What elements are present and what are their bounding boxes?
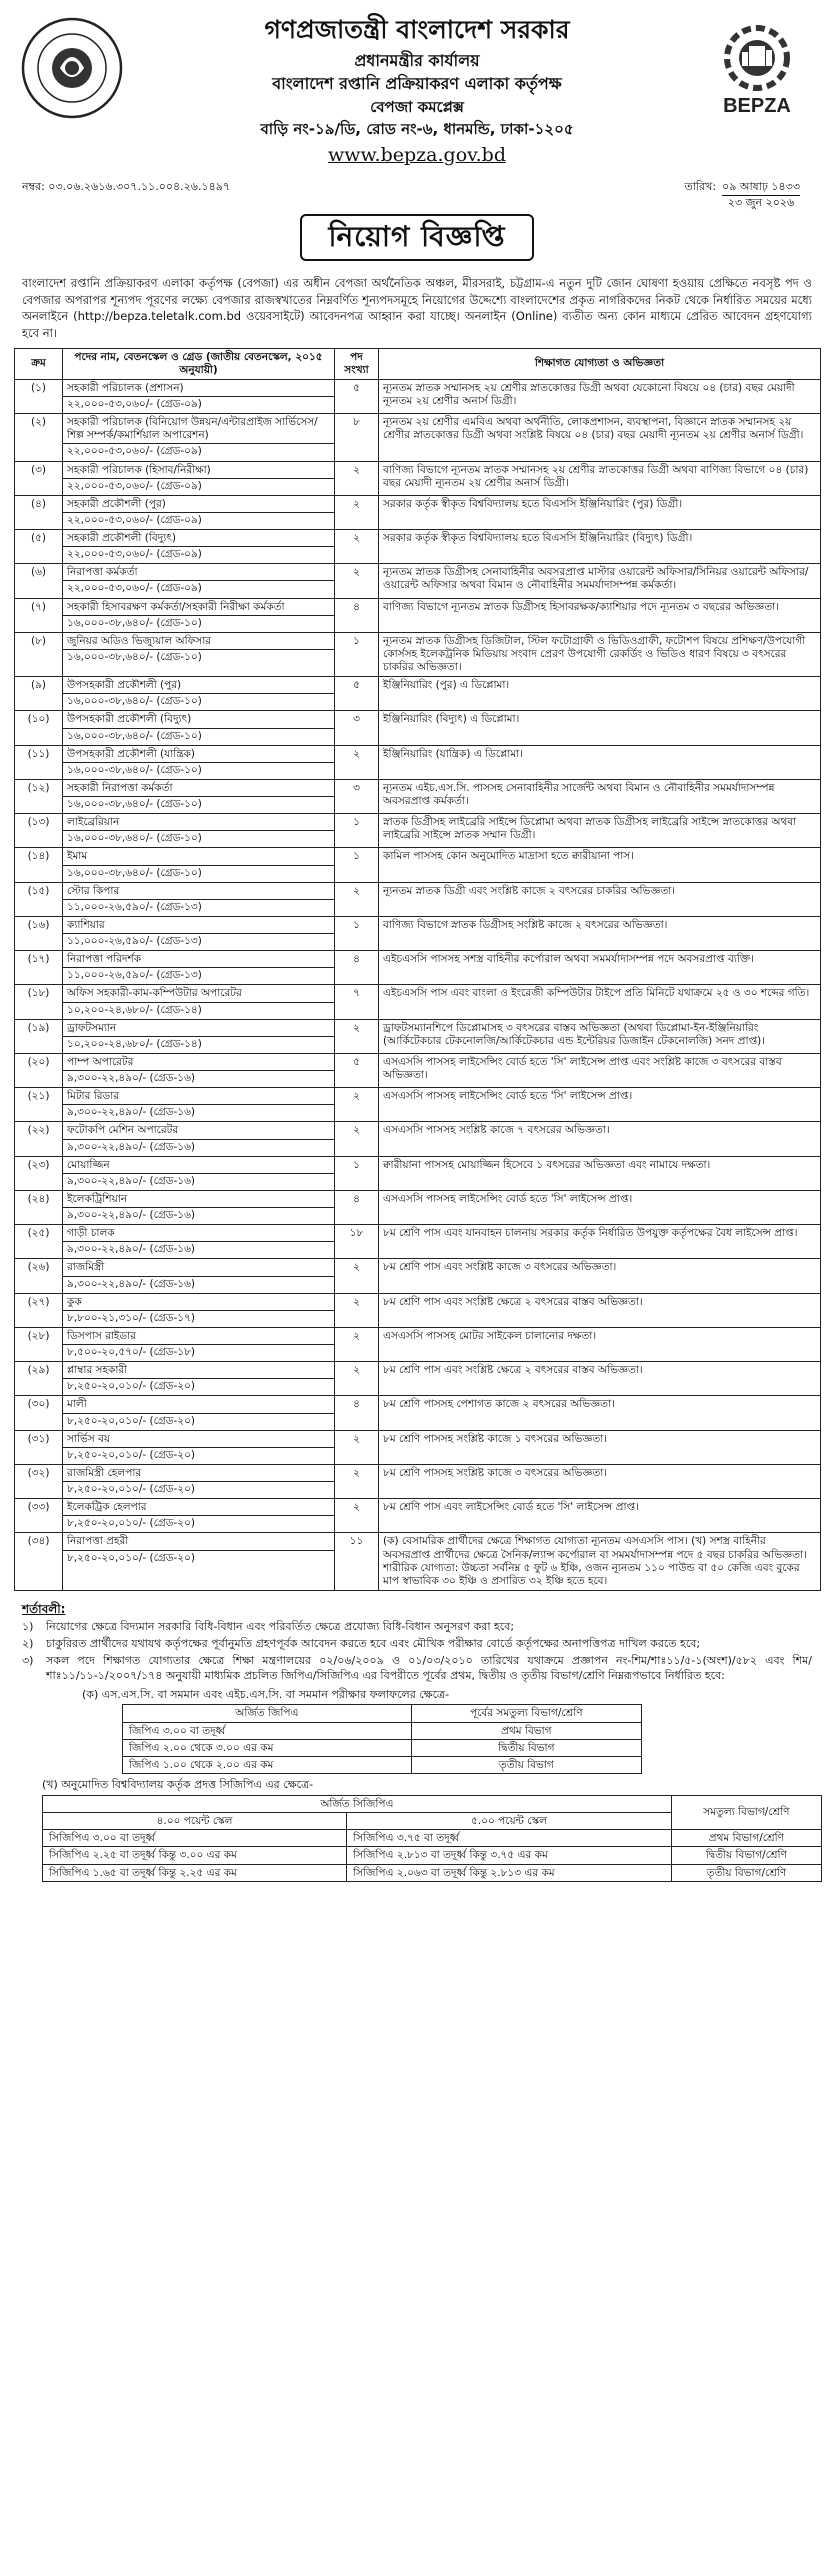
post-name: সহকারী পরিচালক (হিসাব/নিরীক্ষা) — [63, 464, 334, 479]
post-serial: (২৭) — [15, 1293, 63, 1327]
post-name: ডিসপাস রাইডার — [63, 1330, 334, 1345]
post-pay-scale: ১১,০০০-২৬,৫৯০/- (গ্রেড-১৩) — [67, 900, 202, 913]
posts-table-header — [15, 348, 821, 379]
post-name: মোয়াজ্জিন — [63, 1159, 334, 1174]
post-pay-scale: ১৬,০০০-৩৮,৬৪০/- (গ্রেড-১০) — [67, 763, 202, 776]
post-count: ৭ — [335, 985, 379, 1019]
table-row — [15, 677, 821, 711]
table-row — [15, 1362, 821, 1396]
post-cell — [63, 1430, 335, 1464]
post-cell — [63, 745, 335, 779]
post-count: ২ — [335, 1259, 379, 1293]
post-name: নিরাপত্তা পরিদর্শক — [63, 953, 334, 968]
post-pay-scale: ৮,৫০০-২০,৫৭০/- (গ্রেড-১৮) — [67, 1346, 195, 1359]
table-row — [15, 530, 821, 564]
table-row — [15, 1499, 821, 1533]
table-row — [15, 1122, 821, 1156]
post-qualification: (ক) বেসামরিক প্রার্থীদের ক্ষেত্রে শিক্ষাগত যোগ্যতা ন্যূনতম এসএসসি পাস। (খ) সশস্ত্র বাহিনীর অবসরপ্রাপ্ত প্রার্থীদের ক্ষেত্রে সৈনিক/ল্যান্স কর্পোরাল বা সমমর্যাদাসম্পন্ন পদে ৫ বছর চাকরির অভিজ্ঞতা। শারীরিক যোগ্যতা: উচ্চতা সর্বনিম্ন ৫ ফুট ৬ ইঞ্চি, ওজন ন্যূনতম ১১০ পাউন্ড বা ৫০ কেজি এবং বুকের মাপ স্বাভাবিক ৩০ ইঞ্চি ও প্রসারিত ৩২ ইঞ্চি হতে হবে। — [379, 1533, 821, 1591]
col-serial: ক্রম — [15, 348, 63, 379]
post-name: সহকারী পরিচালক (প্রশাসন) — [63, 382, 334, 397]
letterhead — [14, 10, 820, 253]
post-cell — [63, 951, 335, 985]
gpa-row: জিপিএ ১.০০ থেকে ২.০০ এর কম তৃতীয় বিভাগ — [123, 1756, 642, 1773]
post-count: ৪ — [335, 598, 379, 632]
table-row — [15, 1156, 821, 1190]
table-row — [15, 1088, 821, 1122]
post-pay-scale: ১১,০০০-২৬,৫৯০/- (গ্রেড-১৩) — [67, 969, 202, 982]
post-qualification: ন্যূনতম এইচ.এস.সি. পাসসহ সেনাবাহিনীর সার্জেন্ট অথবা বিমান ও নৌবাহিনীর সমমর্যাদাসম্পন্ন অবসরপ্রাপ্ত কর্মকর্তা। — [379, 779, 821, 813]
post-cell — [63, 495, 335, 529]
post-count: ২ — [335, 1464, 379, 1498]
cgpa-row: সিজিপিএ ১.৬৫ বা তদূর্ধ্ব কিন্তু ২.২৫ এর কম সিজিপিএ ২.০৬৩ বা তদূর্ধ্ব কিন্তু ২.৮১৩ এর কম তৃতীয় বিভাগ/শ্রেণি — [43, 1864, 822, 1881]
post-count: ২ — [335, 745, 379, 779]
post-count: ৪ — [335, 1396, 379, 1430]
conditions-title: শর্তাবলী: — [22, 1601, 66, 1616]
post-serial: (৬) — [15, 564, 63, 598]
post-name: পাম্প অপারেটর — [63, 1056, 334, 1071]
post-name: সহকারী নিরাপত্তা কর্মকর্তা — [63, 782, 334, 797]
post-pay-scale: ১৬,০০০-৩৮,৬৪০/- (গ্রেড-১০) — [67, 616, 202, 629]
posts-table — [14, 348, 821, 1591]
post-qualification: ন্যূনতম স্নাতক ডিগ্রী এবং সংশ্লিষ্ট কাজে ২ বৎসরের চাকরির অভিজ্ঞতা। — [379, 882, 821, 916]
post-cell — [63, 598, 335, 632]
table-row — [15, 598, 821, 632]
post-serial: (৩২) — [15, 1464, 63, 1498]
post-serial: (৫) — [15, 530, 63, 564]
post-count: ১৮ — [335, 1225, 379, 1259]
post-name: সহকারী পরিচালক (বিনিয়োগ উন্নয়ন/এন্টারপ্রাইজ সার্ভিসেস/শিল্প সম্পর্ক/কমার্শিয়াল অপারেশন) — [63, 416, 334, 444]
table-row — [15, 414, 821, 461]
post-serial: (২৬) — [15, 1259, 63, 1293]
address: বাড়ি নং-১৯/ডি, রোড নং-৬, ধানমন্ডি, ঢাকা-১২০৫ — [260, 120, 574, 139]
post-qualification: বাণিজ্য বিভাগে ন্যূনতম স্নাতক সম্মানসহ ২য় শ্রেণীর স্নাতকোত্তর ডিগ্রী অথবা বাণিজ্য বিভাগে ০৪ (চার) বছর মেয়াদী ন্যূনতম ২য় শ্রেণীর অনার্স ডিগ্রী। — [379, 461, 821, 495]
table-row — [15, 779, 821, 813]
condition-item: ১) নিয়োগের ক্ষেত্রে বিদ্যমান সরকারি বিধি-বিধান এবং পরিবর্তিত ক্ষেত্রে প্রযোজ্য বিধি-বিধান অনুসরণ করা হবে; — [22, 1620, 515, 1634]
post-serial: (১২) — [15, 779, 63, 813]
post-qualification: এসএসসি পাসসহ মোটর সাইকেল চালানোর দক্ষতা। — [379, 1327, 821, 1361]
col-count: পদ সংখ্যা — [335, 348, 379, 379]
post-pay-scale: ১৬,০০০-৩৮,৬৪০/- (গ্রেড-১০) — [67, 798, 202, 811]
table-row — [15, 1190, 821, 1224]
date-bangla: ০৯ আষাঢ় ১৪৩৩ — [722, 180, 800, 196]
table-row — [15, 1259, 821, 1293]
post-count: ৪ — [335, 1190, 379, 1224]
post-pay-scale: ৮,২৫০-২০,০১০/- (গ্রেড-২০) — [67, 1517, 196, 1530]
post-cell — [63, 1088, 335, 1122]
gpa-row: জিপিএ ২.০০ থেকে ৩.০০ এর কম দ্বিতীয় বিভাগ — [123, 1739, 642, 1756]
table-row — [15, 1225, 821, 1259]
post-pay-scale: ৮,২৫০-২০,০১০/- (গ্রেড-২০) — [67, 1380, 196, 1393]
post-name: কুক — [63, 1296, 334, 1311]
post-count: ২ — [335, 1499, 379, 1533]
post-count: ২ — [335, 1430, 379, 1464]
table-row — [15, 1053, 821, 1087]
post-serial: (৩৩) — [15, 1499, 63, 1533]
post-qualification: স্নাতক ডিগ্রীসহ লাইব্রেরি সাইন্সে ডিপ্লোমা অথবা স্নাতক ডিগ্রীসহ লাইব্রেরি সাইন্সে স্নাতকোত্তর অথবা লাইব্রেরি সাইন্সে স্নাতক সম্মান ডিগ্রী। — [379, 814, 821, 848]
post-name: প্লাম্বার সহকারী — [63, 1364, 334, 1379]
post-name: ইমাম — [63, 850, 334, 865]
post-name: ইলেকট্রিশিয়ান — [63, 1193, 334, 1208]
post-qualification: ৮ম শ্রেণি পাসসহ সংশ্লিষ্ট কাজে ১ বৎসরের অভিজ্ঞতা। — [379, 1430, 821, 1464]
post-count: ১১ — [335, 1533, 379, 1591]
post-count: ৫ — [335, 677, 379, 711]
post-count: ১ — [335, 814, 379, 848]
post-serial: (২৯) — [15, 1362, 63, 1396]
post-pay-scale: ৯,৩০০-২২,৪৯০/- (গ্রেড-১৬) — [67, 1277, 196, 1290]
post-name: রাজমিস্ত্রী — [63, 1261, 334, 1276]
post-name: ক্যাশিয়ার — [63, 919, 334, 934]
post-name: অফিস সহকারী-কাম-কম্পিউটার অপারেটর — [63, 987, 334, 1002]
post-qualification: ইঞ্জিনিয়ারিং (পুর) এ ডিপ্লোমা। — [379, 677, 821, 711]
post-qualification: এসএসসি পাসসহ লাইসেন্সিং বোর্ড হতে 'সি' লাইসেন্স প্রাপ্ত। — [379, 1190, 821, 1224]
post-cell — [63, 916, 335, 950]
post-pay-scale: ৮,২৫০-২০,০১০/- (গ্রেড-২০) — [67, 1551, 196, 1564]
col-qualification: শিক্ষাগত যোগ্যতা ও অভিজ্ঞতা — [379, 348, 821, 379]
post-serial: (১৪) — [15, 848, 63, 882]
col-post: পদের নাম, বেতনস্কেল ও গ্রেড (জাতীয় বেতনস্কেল, ২০১৫ অনুযায়ী) — [63, 348, 335, 379]
post-pay-scale: ১১,০০০-২৬,৫৯০/- (গ্রেড-১৩) — [67, 935, 202, 948]
post-count: ৩ — [335, 711, 379, 745]
post-cell — [63, 461, 335, 495]
post-name: সহকারী প্রকৌশলী (বিদ্যুৎ) — [63, 532, 334, 547]
gpa-row: জিপিএ ৩.০০ বা তদূর্ধ্ব প্রথম বিভাগ — [123, 1722, 642, 1739]
table-row — [15, 1327, 821, 1361]
post-cell — [63, 1396, 335, 1430]
post-serial: (৮) — [15, 632, 63, 676]
post-cell — [63, 1293, 335, 1327]
post-count: ২ — [335, 1088, 379, 1122]
post-pay-scale: ৯,৩০০-২২,৪৯০/- (গ্রেড-১৬) — [67, 1209, 196, 1222]
post-pay-scale: ৯,৩০০-২২,৪৯০/- (গ্রেড-১৬) — [67, 1072, 196, 1085]
post-pay-scale: ১৬,০০০-৩৮,৬৪০/- (গ্রেড-১০) — [67, 695, 202, 708]
post-serial: (২১) — [15, 1088, 63, 1122]
post-name: নিরাপত্তা কর্মকর্তা — [63, 566, 334, 581]
gpa-col-division: পূর্বের সমতুল্য বিভাগ/শ্রেণি — [411, 1705, 641, 1722]
post-name: উপসহকারী প্রকৌশলী (পুর) — [63, 679, 334, 694]
post-pay-scale: ৯,৩০০-২২,৪৯০/- (গ্রেড-১৬) — [67, 1140, 196, 1153]
post-serial: (৯) — [15, 677, 63, 711]
post-qualification: ৮ম শ্রেণি পাস এবং লাইসেন্সিং বোর্ড হতে 'সি' লাইসেন্স প্রাপ্ত। — [379, 1499, 821, 1533]
post-pay-scale: ৯,৩০০-২২,৪৯০/- (গ্রেড-১৬) — [67, 1106, 196, 1119]
post-name: নিরাপত্তা প্রহরী — [63, 1535, 334, 1550]
svg-text:BEPZA: BEPZA — [723, 95, 791, 117]
conditions-section — [22, 1601, 812, 1882]
post-qualification: কামিল পাসসহ কোন অনুমোদিত মাদ্রাসা হতে ক্বারীয়ানা পাস। — [379, 848, 821, 882]
post-pay-scale: ৯,৩০০-২২,৪৯০/- (গ্রেড-১৬) — [67, 1243, 196, 1256]
post-serial: (২) — [15, 414, 63, 461]
post-qualification: ন্যূনতম স্নাতক ডিগ্রীসহ ডিজিটাল, স্টিল ফটোগ্রাফী ও ভিডিওগ্রাফী, ফটোশপ বিষয়ে প্রশিক্ষণ/উপযোগী কোর্সসহ ইলেকট্রনিক মিডিয়ায় সংবাদ প্রেরণ উপযোগী রেকর্ডিং ও ভিডিও ধারণ বিষয়ে ৩ বৎসরের চাকরির অভিজ্ঞতা। — [379, 632, 821, 676]
post-pay-scale: ১৬,০০০-৩৮,৬৪০/- (গ্রেড-১০) — [67, 866, 202, 879]
post-name: ফটোকপি মেশিন অপারেটর — [63, 1124, 334, 1139]
post-qualification: ৮ম শ্রেণি পাসসহ পেশাগত কাজে ২ বৎসরের অভিজ্ঞতা। — [379, 1396, 821, 1430]
post-serial: (২০) — [15, 1053, 63, 1087]
post-name: মিটার রিডার — [63, 1090, 334, 1105]
table-row — [15, 1464, 821, 1498]
post-cell — [63, 1327, 335, 1361]
post-count: ২ — [335, 530, 379, 564]
post-name: উপসহকারী প্রকৌশলী (বিদ্যুৎ) — [63, 713, 334, 728]
posts-table-body — [15, 379, 821, 1590]
cgpa-col-equivalent: সমতুল্য বিভাগ/শ্রেণি — [671, 1795, 821, 1829]
post-pay-scale: ১৬,০০০-৩৮,৬৪০/- (গ্রেড-১০) — [67, 832, 202, 845]
complex-name: বেপজা কমপ্লেক্স — [370, 97, 464, 116]
post-qualification: এইচএসসি পাস এবং বাংলা ও ইংরেজী কম্পিউটার টাইপে প্রতি মিনিটে যথাক্রমে ২৫ ও ৩০ শব্দের গতি। — [379, 985, 821, 1019]
post-pay-scale: ২২,০০০-৫৩,০৬০/- (গ্রেড-০৯) — [67, 513, 202, 526]
post-name: ড্রাফটসম্যান — [63, 1022, 334, 1037]
post-count: ২ — [335, 1122, 379, 1156]
post-cell — [63, 779, 335, 813]
table-row — [15, 461, 821, 495]
post-name: স্টোর কিপার — [63, 885, 334, 900]
post-count: ২ — [335, 1293, 379, 1327]
post-cell — [63, 985, 335, 1019]
post-count: ৩ — [335, 779, 379, 813]
post-count: ১ — [335, 916, 379, 950]
post-serial: (৩৪) — [15, 1533, 63, 1591]
cgpa-col-5-scale: ৫.০০ পয়েন্ট স্কেল — [347, 1813, 672, 1830]
intro-paragraph: বাংলাদেশ রপ্তানি প্রক্রিয়াকরণ এলাকা কর্তৃপক্ষ (বেপজা) এর অধীন বেপজা অর্থনৈতিক অঞ্চল, মীরসরাই, চট্টগ্রাম-এ নতুন দুটি জোন ঘোষণা হওয়ায় প্রেক্ষিতে নবসৃষ্ট পদ ও বেপজার অপরাপর শূন্যপদ পূরণের লক্ষ্যে বেপজার রাজস্বখাতের নিম্নবর্ণিত শূন্যপদসমূহে নিয়োগের উদ্দেশ্যে বাংলাদেশের প্রকৃত নাগরিকদের নিকট থেকে নির্ধারিত সময়ের মধ্যে অনলাইনে (http://bepza.teletalk.com.bd ওয়েবসাইটে) আবেদনপত্র আহ্বান করা যাচ্ছে। অনলাইন (Online) ব্যতীত অন্য কোন মাধ্যমে প্রেরিত আবেদন গ্রহণযোগ্য হবে না। — [22, 276, 812, 341]
date-english: ২৩ জুন ২০২৬ — [727, 196, 795, 210]
post-cell — [63, 1053, 335, 1087]
post-name: সার্ভিস বয় — [63, 1433, 334, 1448]
post-qualification: এসএসসি পাসসহ সংশ্লিষ্ট কাজে ৭ বৎসরের অভিজ্ঞতা। — [379, 1122, 821, 1156]
cgpa-row: সিজিপিএ ২.২৫ বা তদূর্ধ্ব কিন্তু ৩.০০ এর কম সিজিপিএ ২.৮১৩ বা তদূর্ধ্ব কিন্তু ৩.৭৫ এর কম দ্বিতীয় বিভাগ/শ্রেণি — [43, 1847, 822, 1864]
gpa-subheading: (ক) এস.এস.সি. বা সমমান এবং এইচ.এস.সি. বা সমমান পরীক্ষার ফলাফলের ক্ষেত্রে- — [82, 1687, 450, 1701]
post-cell — [63, 1362, 335, 1396]
post-serial: (৩১) — [15, 1430, 63, 1464]
post-count: ৫ — [335, 1053, 379, 1087]
post-count: ১ — [335, 848, 379, 882]
post-cell — [63, 1499, 335, 1533]
table-row — [15, 495, 821, 529]
post-serial: (১১) — [15, 745, 63, 779]
table-row — [15, 1019, 821, 1053]
post-serial: (২৩) — [15, 1156, 63, 1190]
post-serial: (২৪) — [15, 1190, 63, 1224]
post-name: সহকারী হিসাবরক্ষণ কর্মকর্তা/সহকারী নিরীক্ষা কর্মকর্তা — [63, 601, 334, 616]
letterhead-text — [144, 10, 690, 172]
post-serial: (৪) — [15, 495, 63, 529]
post-pay-scale: ২২,০০০-৫৩,০৬০/- (গ্রেড-০৯) — [67, 479, 202, 492]
gpa-col-gpa: অর্জিত জিপিএ — [123, 1705, 412, 1722]
post-cell — [63, 882, 335, 916]
government-seal-icon — [20, 16, 124, 120]
post-name: জুনিয়র অডিও ভিজ্যুয়াল অফিসার — [63, 635, 334, 650]
table-row — [15, 951, 821, 985]
post-qualification: ৮ম শ্রেণি পাস এবং সংশ্লিষ্ট ক্ষেত্রে ২ বৎসরের বাস্তব অভিজ্ঞতা। — [379, 1293, 821, 1327]
post-pay-scale: ১০,২০০-২৪,৬৮০/- (গ্রেড-১৪) — [67, 1037, 202, 1050]
post-cell — [63, 1190, 335, 1224]
post-pay-scale: ৯,৩০০-২২,৪৯০/- (গ্রেড-১৬) — [67, 1174, 196, 1187]
post-serial: (১৩) — [15, 814, 63, 848]
post-qualification: ৮ম শ্রেণি পাস এবং যানবাহন চালনায় সরকার কর্তৃক নির্ধারিত উপযুক্ত কর্তৃপক্ষের বৈধ লাইসেন্স প্রাপ্ত। — [379, 1225, 821, 1259]
post-count: ২ — [335, 564, 379, 598]
post-count: ২ — [335, 1362, 379, 1396]
post-cell — [63, 414, 335, 461]
title-wrap — [14, 214, 820, 261]
post-cell — [63, 1259, 335, 1293]
post-qualification: ইঞ্জিনিয়ারিং (বিদ্যুৎ) এ ডিপ্লোমা। — [379, 711, 821, 745]
post-qualification: ক্বারীয়ানা পাসসহ মোয়াজ্জিন হিসেবে ১ বৎসরের অভিজ্ঞতা এবং নামাযে দক্ষতা। — [379, 1156, 821, 1190]
post-cell — [63, 1225, 335, 1259]
post-count: ২ — [335, 882, 379, 916]
post-serial: (১০) — [15, 711, 63, 745]
post-qualification: ন্যূনতম স্নাতক ডিগ্রীসহ সেনাবাহিনীর অবসরপ্রাপ্ত মাস্টার ওয়ারেন্ট অফিসার/সিনিয়র ওয়ারেন্ট অফিসার/ওয়ারেন্ট অফিসার অথবা বিমান ও নৌবাহিনীর সমমর্যাদাসম্পন্ন কর্মকর্তা। — [379, 564, 821, 598]
post-qualification: এইচএসসি পাসসহ সশস্ত্র বাহিনীর কর্পোরাল অথবা সমমর্যাদাসম্পন্ন পদে অবসরপ্রাপ্ত ব্যক্তি। — [379, 951, 821, 985]
post-pay-scale: ২২,০০০-৫৩,০৬০/- (গ্রেড-০৯) — [67, 398, 202, 411]
post-qualification: ন্যূনতম স্নাতক সম্মানসহ ২য় শ্রেণীর স্নাতকোত্তর ডিগ্রী অথবা যেকোনো বিষয়ে ০৪ (চার) বছর মেয়াদী ন্যূনতম ২য় শ্রেণীর অনার্স ডিগ্রী। — [379, 379, 821, 413]
post-cell — [63, 1156, 335, 1190]
table-row — [15, 814, 821, 848]
post-qualification: ন্যূনতম ২য় শ্রেণীর এমবিএ অথবা অর্থনীতি, লোকপ্রশাসন, ব্যবস্থাপনা, বিজ্ঞানে স্নাতক সম্মানসহ ২য় শ্রেণীর স্নাতকোত্তর ডিগ্রী অথবা সংশ্লিষ্ট বিষয়ে ০৪ (চার) বছর মেয়াদী ন্যূনতম ২য় শ্রেণীর অনার্স ডিগ্রী। — [379, 414, 821, 461]
post-name: ইলেকট্রিক হেলপার — [63, 1501, 334, 1516]
post-pay-scale: ৮,২৫০-২০,০১০/- (গ্রেড-২০) — [67, 1448, 196, 1461]
table-row — [15, 632, 821, 676]
post-count: ৮ — [335, 414, 379, 461]
memo-date — [684, 180, 800, 210]
post-pay-scale: ২২,০০০-৫৩,০৬০/- (গ্রেড-০৯) — [67, 445, 202, 458]
post-qualification: ৮ম শ্রেণি পাসসহ সংশ্লিষ্ট কাজে ৩ বৎসরের অভিজ্ঞতা। — [379, 1464, 821, 1498]
office-name: প্রধানমন্ত্রীর কার্যালয় — [354, 51, 480, 70]
post-count: ২ — [335, 1019, 379, 1053]
post-qualification: ইঞ্জিনিয়ারিং (যান্ত্রিক) এ ডিপ্লোমা। — [379, 745, 821, 779]
table-row — [15, 1396, 821, 1430]
government-name: গণপ্রজাতন্ত্রী বাংলাদেশ সরকার — [264, 15, 570, 44]
bepza-logo-icon — [702, 20, 812, 120]
post-cell — [63, 1122, 335, 1156]
post-qualification: ৮ম শ্রেণি পাস এবং সংশ্লিষ্ট ক্ষেত্রে ২ বৎসরের বাস্তব অভিজ্ঞতা। — [379, 1362, 821, 1396]
table-row — [15, 882, 821, 916]
memo-number: নম্বর: ০৩.০৬.২৬১৬.৩০৭.১১.০০৪.২৬.১৪৯৭ — [22, 180, 231, 193]
table-row — [15, 564, 821, 598]
post-serial: (৩০) — [15, 1396, 63, 1430]
post-cell — [63, 1533, 335, 1591]
post-cell — [63, 632, 335, 676]
date-label: তারিখ: — [684, 180, 717, 193]
post-qualification: এসএসসি পাসসহ লাইসেন্সিং বোর্ড হতে 'সি' লাইসেন্স প্রাপ্ত এবং সংশ্লিষ্ট কাজে ৩ বৎসরের বাস্তব অভিজ্ঞতা। — [379, 1053, 821, 1087]
post-cell — [63, 564, 335, 598]
post-qualification: এসএসসি পাসসহ লাইসেন্সিং বোর্ড হতে 'সি' লাইসেন্স প্রাপ্ত। — [379, 1088, 821, 1122]
post-cell — [63, 1019, 335, 1053]
post-qualification: বাণিজ্য বিভাগে ন্যূনতম স্নাতক ডিগ্রীসহ হিসাবরক্ষক/ক্যাশিয়ার পদে ন্যূনতম ৩ বছরের অভিজ্ঞতা। — [379, 598, 821, 632]
post-name: গাড়ী চালক — [63, 1227, 334, 1242]
table-row — [15, 1430, 821, 1464]
cgpa-col-4-scale: ৪.০০ পয়েন্ট স্কেল — [43, 1813, 347, 1830]
condition-item: ২) চাকুরিরত প্রার্থীদের যথাযথ কর্তৃপক্ষের পূর্বানুমতি গ্রহণপূর্বক আবেদন করতে হবে এবং মৌখিক পরীক্ষার বোর্ডে কর্তৃপক্ষের অনাপত্তিপত্র দাখিল করতে হবে; — [22, 1636, 701, 1650]
website-link[interactable]: www.bepza.gov.bd — [328, 144, 506, 167]
post-cell — [63, 848, 335, 882]
post-pay-scale: ১০,২০০-২৪,৬৮০/- (গ্রেড-১৪) — [67, 1003, 202, 1016]
post-serial: (২৫) — [15, 1225, 63, 1259]
post-serial: (১৯) — [15, 1019, 63, 1053]
post-count: ৫ — [335, 379, 379, 413]
post-serial: (১) — [15, 379, 63, 413]
post-serial: (১৮) — [15, 985, 63, 1019]
post-qualification: ড্রাফটসম্যানশিপে ডিপ্লোমাসহ ৩ বৎসরের বাস্তব অভিজ্ঞতা (অথবা ডিপ্লোমা-ইন-ইঞ্জিনিয়ারিং (আর্কিটেকচার টেকনোলজি/আর্কিটেকচার এন্ড ইন্টেরিয়র ডিজাইন টেকনোলজি) সনদ প্রাপ্ত)। — [379, 1019, 821, 1053]
cgpa-table — [42, 1795, 822, 1882]
post-serial: (১৫) — [15, 882, 63, 916]
post-pay-scale: ২২,০০০-৫৩,০৬০/- (গ্রেড-০৯) — [67, 582, 202, 595]
post-count: ২ — [335, 461, 379, 495]
condition-item: ৩) সকল পদে শিক্ষাগত যোগ্যতার ক্ষেত্রে শিক্ষা মন্ত্রণালয়ের ০২/০৬/২০০৯ ও ০১/০৩/২০১০ তারিখের যথাক্রমে প্রজ্ঞাপন নং-শিম/শাঃ১১/৫-১(অংশ)/৫৮২ এবং শিম/শাঃ১১/১১-১/২০০৭/১৭৪ অনুযায়ী মাধ্যমিক প্রচলিত জিপিএ/সিজিপিএ এর বিপরীতে পূর্বের প্রথম, দ্বিতীয় ও তৃতীয় বিভাগ/শ্রেণি নিম্নরূপভাবে নির্ধারিত হবে: — [22, 1653, 812, 1682]
table-row — [15, 1533, 821, 1591]
table-row — [15, 1293, 821, 1327]
post-name: লাইব্রেরিয়ান — [63, 816, 334, 831]
post-count: ২ — [335, 495, 379, 529]
post-count: ৪ — [335, 951, 379, 985]
table-row — [15, 848, 821, 882]
post-pay-scale: ৮,২৫০-২০,০১০/- (গ্রেড-২০) — [67, 1414, 196, 1427]
post-serial: (৩) — [15, 461, 63, 495]
post-serial: (২৮) — [15, 1327, 63, 1361]
post-count: ২ — [335, 1327, 379, 1361]
post-pay-scale: ৮,৮০০-২১,৩১০/- (গ্রেড-১৭) — [67, 1311, 195, 1324]
table-row — [15, 745, 821, 779]
post-cell — [63, 530, 335, 564]
post-qualification: সরকার কর্তৃক স্বীকৃত বিশ্ববিদ্যালয় হতে বিএসসি ইঞ্জিনিয়ারিং (বিদ্যুৎ) ডিগ্রী। — [379, 530, 821, 564]
cgpa-subheading: (খ) অনুমোদিত বিশ্ববিদ্যালয় কর্তৃক প্রদত্ত সিজিপিএ এর ক্ষেত্রে- — [42, 1778, 314, 1792]
post-name: রাজমিস্ত্রী হেলপার — [63, 1467, 334, 1482]
cgpa-col-obtained: অর্জিত সিজিপিএ — [43, 1795, 672, 1812]
post-serial: (৭) — [15, 598, 63, 632]
cgpa-row: সিজিপিএ ৩.০০ বা তদূর্ধ্ব সিজিপিএ ৩.৭৫ বা তদূর্ধ্ব প্রথম বিভাগ/শ্রেণি — [43, 1830, 822, 1847]
table-row — [15, 379, 821, 413]
post-pay-scale: ২২,০০০-৫৩,০৬০/- (গ্রেড-০৯) — [67, 548, 202, 561]
post-count: ১ — [335, 632, 379, 676]
post-name: সহকারী প্রকৌশলী (পুর) — [63, 498, 334, 513]
date-values — [722, 180, 800, 210]
post-cell — [63, 1464, 335, 1498]
post-pay-scale: ৮,২৫০-২০,০১০/- (গ্রেড-২০) — [67, 1483, 196, 1496]
table-row — [15, 711, 821, 745]
post-serial: (২২) — [15, 1122, 63, 1156]
post-qualification: ৮ম শ্রেণি পাস এবং সংশ্লিষ্ট কাজে ৩ বৎসরের অভিজ্ঞতা। — [379, 1259, 821, 1293]
authority-name: বাংলাদেশ রপ্তানি প্রক্রিয়াকরণ এলাকা কর্তৃপক্ষ — [272, 74, 562, 94]
post-cell — [63, 379, 335, 413]
post-serial: (১৬) — [15, 916, 63, 950]
post-cell — [63, 814, 335, 848]
post-cell — [63, 677, 335, 711]
post-qualification: সরকার কর্তৃক স্বীকৃত বিশ্ববিদ্যালয় হতে বিএসসি ইঞ্জিনিয়ারিং (পুর) ডিগ্রী। — [379, 495, 821, 529]
post-name: উপসহকারী প্রকৌশলী (যান্ত্রিক) — [63, 748, 334, 763]
gpa-table — [122, 1704, 642, 1774]
post-cell — [63, 711, 335, 745]
post-pay-scale: ১৬,০০০-৩৮,৬৪০/- (গ্রেড-১০) — [67, 650, 202, 663]
table-row — [15, 985, 821, 1019]
post-pay-scale: ১৬,০০০-৩৮,৬৪০/- (গ্রেড-১০) — [67, 729, 202, 742]
notice-title: নিয়োগ বিজ্ঞপ্তি — [300, 214, 533, 261]
post-qualification: বাণিজ্য বিভাগে স্নাতক ডিগ্রীসহ সংশ্লিষ্ট কাজে ২ বৎসরের অভিজ্ঞতা। — [379, 916, 821, 950]
table-row — [15, 916, 821, 950]
post-name: মালী — [63, 1398, 334, 1413]
post-count: ১ — [335, 1156, 379, 1190]
post-serial: (১৭) — [15, 951, 63, 985]
